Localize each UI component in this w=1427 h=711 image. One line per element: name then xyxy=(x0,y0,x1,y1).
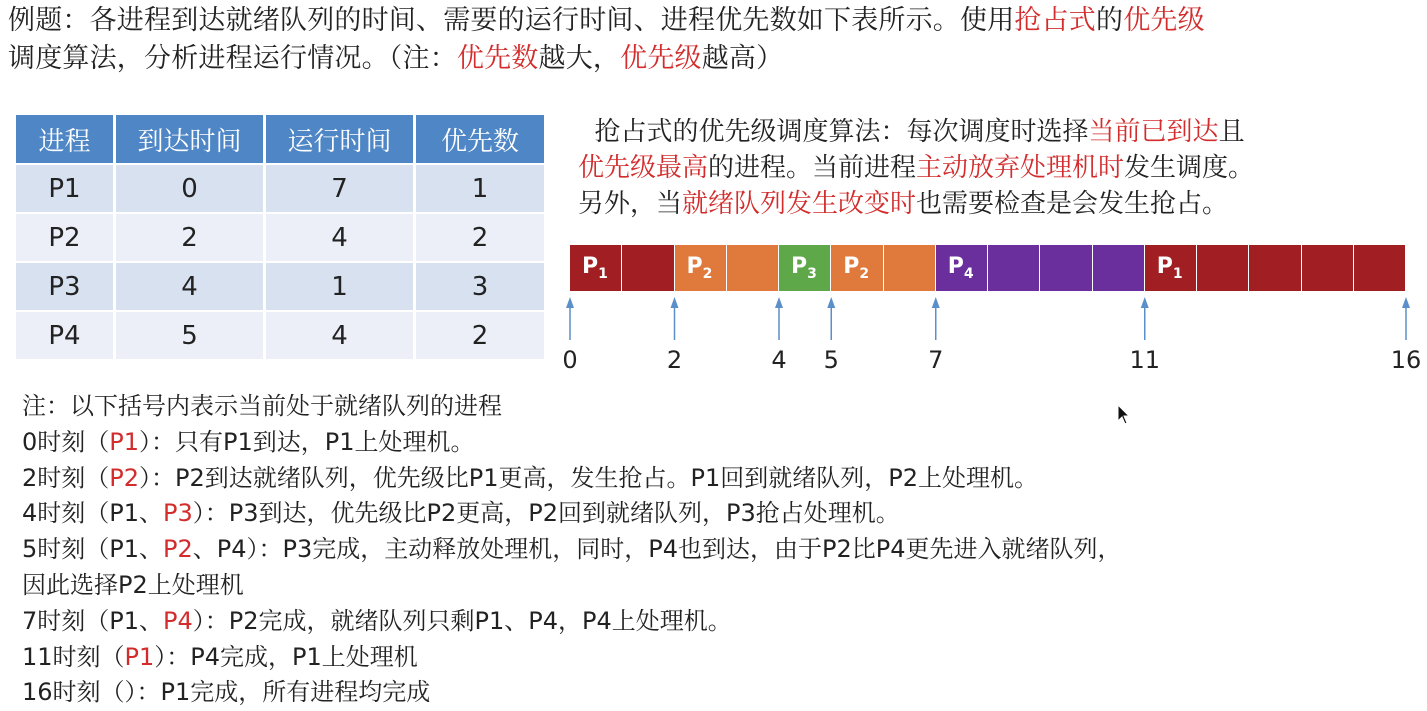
cell-process: P2 xyxy=(16,213,115,262)
gantt-segment-label: $P_1$ xyxy=(1156,253,1183,283)
gantt-segment-label: $P_2$ xyxy=(686,253,713,283)
intro-highlight-priority-level: 优先级 xyxy=(620,43,702,74)
header-priority: 优先数 xyxy=(415,115,545,164)
algo-highlight-highest: 优先级最高 xyxy=(578,153,709,183)
timeline-tick-label: 0 xyxy=(562,346,578,374)
header-arrival-time: 到达时间 xyxy=(115,115,265,164)
note-line: 5时刻（P1、P2、P4）：P3完成，主动释放处理机，同时，P4也到达，由于P2比P4更先进入就绪队列， xyxy=(22,535,1122,564)
timeline-tick-label: 5 xyxy=(823,346,839,374)
algo-text: 另外，当 xyxy=(578,189,683,219)
cell-run: 4 xyxy=(265,311,415,359)
algo-highlight-arrived: 当前已到达 xyxy=(1088,117,1219,147)
intro-highlight-priority-number: 优先数 xyxy=(456,43,539,74)
algo-text: 且 xyxy=(1218,117,1245,147)
intro-highlight-preemptive: 抢占式 xyxy=(1014,5,1097,36)
timeline-tick-label: 7 xyxy=(928,346,944,374)
timeline-tick-label: 4 xyxy=(771,346,787,374)
note-line: 因此选择P2上处理机 xyxy=(22,570,244,599)
cell-priority: 2 xyxy=(415,311,545,359)
cell-priority: 3 xyxy=(415,262,545,311)
timeline-arrowhead xyxy=(775,297,783,308)
algo-text: 也需要检查是会发生抢占。 xyxy=(916,189,1229,219)
timeline-tick-label: 11 xyxy=(1129,346,1161,374)
note-line: 11时刻（P1）：P4完成，P1上处理机 xyxy=(22,642,418,671)
intro-text: 调度算法，分析进程运行情况。（注： xyxy=(8,43,457,74)
timeline-arrowhead xyxy=(1402,297,1410,308)
timeline-arrowhead xyxy=(1141,297,1149,308)
intro-text: 例题：各进程到达就绪队列的时间、需要的运行时间、进程优先数如下表所示。使用 xyxy=(8,5,1015,36)
cell-process: P1 xyxy=(16,164,115,213)
cell-priority: 1 xyxy=(415,164,545,213)
note-line: 16时刻（）：P1完成，所有进程均完成 xyxy=(22,678,431,707)
cell-arrival: 0 xyxy=(115,164,265,213)
intro-text: 越高） xyxy=(701,43,784,74)
timeline-arrowhead xyxy=(932,297,940,308)
timeline-arrowhead xyxy=(671,297,679,308)
timeline-arrowhead xyxy=(566,297,574,308)
note-line: 0时刻（P1）：只有P1到达，P1上处理机。 xyxy=(22,427,475,456)
header-process: 进程 xyxy=(16,115,115,164)
cell-arrival: 5 xyxy=(115,311,265,359)
cell-process: P3 xyxy=(16,262,115,311)
note-line: 4时刻（P1、P3）：P3到达，优先级比P2更高，P2回到就绪队列，P3抢占处理机。 xyxy=(22,499,900,528)
algo-text: 的进程。当前进程 xyxy=(708,153,917,183)
cell-run: 4 xyxy=(265,213,415,262)
cell-run: 7 xyxy=(265,164,415,213)
gantt-segment-label: $P_1$ xyxy=(582,253,608,283)
timeline-tick-label: 2 xyxy=(666,346,683,374)
note-line: 7时刻（P1、P4）：P2完成，就绪队列只剩P1、P4，P4上处理机。 xyxy=(22,606,732,635)
algo-text: 发生调度。 xyxy=(1124,153,1255,183)
cell-arrival: 2 xyxy=(115,213,265,262)
note-header: 注：以下括号内表示当前处于就绪队列的进程 xyxy=(22,392,502,420)
timeline-arrowhead xyxy=(827,297,835,308)
algo-highlight-queue-change: 就绪队列发生改变时 xyxy=(682,189,917,219)
cell-arrival: 4 xyxy=(115,262,265,311)
algo-highlight-yield: 主动放弃处理机时 xyxy=(916,153,1125,183)
cell-priority: 2 xyxy=(415,213,545,262)
intro-highlight-priority: 优先级 xyxy=(1123,5,1205,36)
header-run-time: 运行时间 xyxy=(265,115,415,164)
gantt-segment-label: $P_3$ xyxy=(791,253,817,283)
intro-text: 的 xyxy=(1096,5,1124,36)
note-line: 2时刻（P2）：P2到达就绪队列，优先级比P1更高，发生抢占。P1回到就绪队列，P2上处理机。 xyxy=(22,463,1038,492)
timeline-tick-label: 16 xyxy=(1390,346,1422,374)
intro-text: 越大， xyxy=(538,43,621,74)
gantt-segment-label: $P_4$ xyxy=(947,253,974,283)
gantt-segment-label: $P_2$ xyxy=(843,253,870,283)
cell-process: P4 xyxy=(16,311,115,359)
cell-run: 1 xyxy=(265,262,415,311)
algo-text: 抢占式的优先级调度算法：每次调度时选择 xyxy=(594,117,1089,147)
timeline-notes xyxy=(22,389,1422,711)
mouse-cursor-icon xyxy=(1117,404,1131,426)
